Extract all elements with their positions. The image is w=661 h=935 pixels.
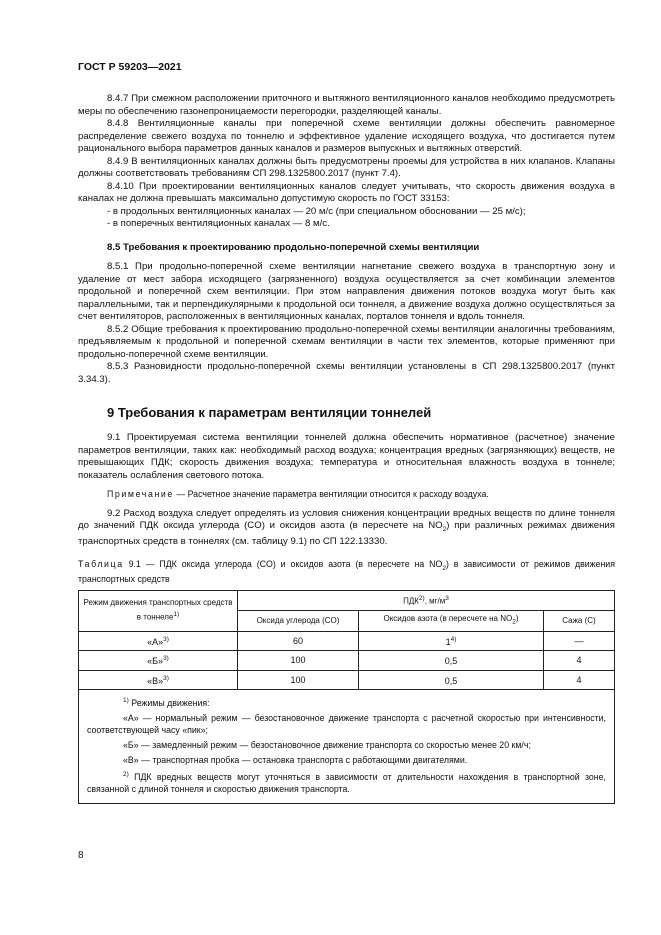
footnote-2: $^{2)}$ ПДК вредных веществ могут уточняться в зависимости от длительности нахождения в транспортной зоне, связанной с длиной тоннеля и скоростью движения транспорта. xyxy=(87,771,606,795)
section-8-5-heading: 8.5 Требования к проектированию продольно-поперечной схемы вентиляции xyxy=(107,241,480,253)
clause-8-4-7: 8.4.7 При смежном расположении приточного и вытяжного вентиляционного каналов необходимо предусмотреть меры по обеспечению газонепроницаемости перегородки, разделяющей каналы. xyxy=(78,93,615,117)
cell-co: 100 xyxy=(238,670,359,690)
footnote-mode-v: «В» — транспортная пробка — остановка транспорта с работающими двигателями. xyxy=(123,755,468,766)
cell-soot: 4 xyxy=(544,670,615,690)
cell-no2: 0,5 xyxy=(359,670,544,690)
pdk-table xyxy=(78,590,615,805)
col-soot-header: Сажа (C) xyxy=(544,610,615,631)
cell-no2: 1$^{4)}$ xyxy=(359,631,544,651)
clause-8-5-3: 8.5.3 Разновидности продольно-поперечной схемы вентиляции установлены в СП 298.1325800.2017 (пункт 3.34.3). xyxy=(78,361,615,385)
clause-8-4-10: 8.4.10 При проектировании вентиляционных каналов следует учитывать, что скорость движения воздуха в каналах не должна превышать максимально допустимую скорость по ГОСТ 33153: xyxy=(78,180,615,204)
document-code: ГОСТ Р 59203—2021 xyxy=(78,61,182,73)
bullet-transverse: - в поперечных вентиляционных каналах — 8 м/с. xyxy=(107,218,330,229)
note-text: — Расчетное значение параметра вентиляции относится к расходу воздуха. xyxy=(173,489,489,499)
clause-9-1: 9.1 Проектируемая система вентиляции тоннелей должна обеспечить нормативное (расчетное) значение параметров вентиляции, таких как: необходимый расход воздуха; концентрация вредных (загрязняющих) веществ, не превышающих ПДК; скорость движения воздуха; температура и относительная влажность воздуха в тоннеле; показатель ослабления светового потока. xyxy=(78,432,615,481)
note-label: Примечание xyxy=(107,489,174,499)
cell-co: 100 xyxy=(238,651,359,671)
page-number: 8 xyxy=(78,850,84,861)
page-content xyxy=(78,93,615,804)
col-co-header: Оксида углерода (CO) xyxy=(238,610,359,631)
col-pdk-header: ПДК$^{2)}$, $мг/м^3$ xyxy=(238,590,615,610)
col-no2-header: Оксидов азота (в пересчете на $NO_2$) xyxy=(359,610,544,631)
cell-mode: «Б»$^{3)}$ xyxy=(79,651,238,671)
footnote-mode-b: «Б» — замедленный режим — безостановочное движение транспорта со скоростью менее 20 км/ч; xyxy=(123,740,531,751)
cell-no2: 0,5 xyxy=(359,651,544,671)
cell-soot: — xyxy=(544,631,615,651)
clause-8-4-8: 8.4.8 Вентиляционные каналы при поперечной схеме вентиляции должны обеспечить равномерное распределение свежего воздуха по тоннелю и эффективное удаление исходящего воздуха, что достигается путем рационального выбора параметров данных каналов и размеров выпускных и вытяжных отверстий. xyxy=(78,118,615,154)
table-footnotes xyxy=(79,690,615,804)
clause-8-4-9: 8.4.9 В вентиляционных каналах должны быть предусмотрены проемы для устройства в них клапанов. Клапаны должны соответствовать требованиям СП 298.1325800.2017 (пункт 7.4). xyxy=(78,155,615,179)
table-row xyxy=(79,651,615,671)
table-row xyxy=(79,670,615,690)
footnote-1: $^{1)}$ Режимы движения: xyxy=(123,697,210,709)
table-caption: Таблица 9.1 — ПДК оксида углерода (CO) и оксидов азота (в пересчете на $NO_2$) в зависимости от режимов движения транспортных средств xyxy=(78,558,615,585)
cell-mode: «В»$^{3)}$ xyxy=(79,670,238,690)
table-row xyxy=(79,631,615,651)
clause-8-5-1: 8.5.1 При продольно-поперечной схеме вентиляции нагнетание свежего воздуха в транспортную зону и удаление от мест забора исходящего (загрязненного) воздуха осуществляется за счет комбинации элементов продольной и поперечной схем вентиляции. При этом направления движения потоков воздуха могут быть как параллельными, так и перпендикулярными к продольной оси тоннеля, а движение воздуха должно осуществляться за счет вентиляторов, расположенных в вентиляционных каналах, порталов тоннеля и вдоль тоннеля. xyxy=(78,261,615,322)
section-9-heading: 9 Требования к параметрам вентиляции тоннелей xyxy=(107,405,432,420)
note xyxy=(78,488,615,501)
cell-soot: 4 xyxy=(544,651,615,671)
cell-mode: «А»$^{3)}$ xyxy=(79,631,238,651)
cell-co: 60 xyxy=(238,631,359,651)
clause-8-5-2: 8.5.2 Общие требования к проектированию продольно-поперечной схемы вентиляции аналогичны требованиям, предъявляемым к продольной и поперечной схемам вентиляции в части тех элементов, которые применяют при продольно-поперечной схеме вентиляции. xyxy=(78,323,615,360)
col-mode-header: Режим движения транспортных средств в тоннеле$^{1)}$ xyxy=(79,590,238,631)
footnote-mode-a: «А» — нормальный режим — безостановочное движение транспорта с расчетной скоростью при интенсивности, соответствующей часу «пик»; xyxy=(87,713,606,736)
clause-9-2: 9.2 Расход воздуха следует определять из условия снижения концентрации вредных веществ по длине тоннеля до значений ПДК оксида углерода (CO) и оксидов азота (в пересчете на $NO_2$) при различных режимах движения транспортных средств в тоннелях (см. таблицу 9.1) по СП 122.13330. xyxy=(78,507,615,548)
bullet-longitudinal: - в продольных вентиляционных каналах — 20 м/с (при специальном обосновании — 25 м/с); xyxy=(107,205,526,217)
